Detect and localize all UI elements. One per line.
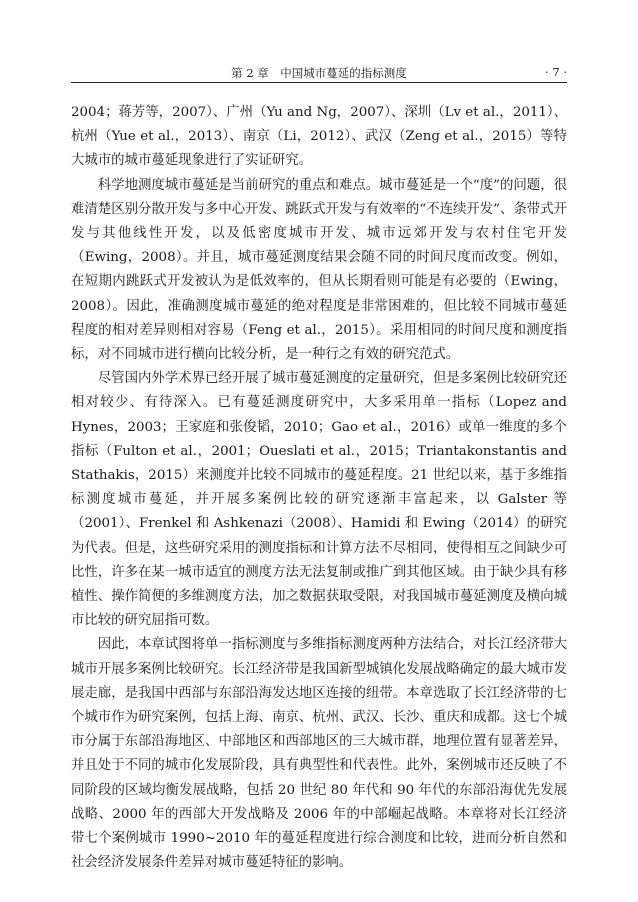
chapter-title: 第 2 章 中国城市蔓延的指标测度: [231, 66, 407, 80]
body-text: [71, 101, 567, 876]
paragraph: 尽管国内外学术界已经开展了城市蔓延测度的定量研究，但是多案例比较研究还相对较少、有待深入。已有蔓延测度研究中，大多采用单一指标（Lopez and Hynes，2003；王家庭和张俊韬，2010；Gao et al.，2016）或单一维度的多个指标（Fulton et al.，2001；Oueslati et al.，2015；Triantakonstantis and Stathakis，2015）来测度并比较不同城市的蔓延程度。21 世纪以来，基于多维指标测度城市蔓延，并开展多案例比较的研究逐渐丰富起来，以 Galster 等（2001）、Frenkel 和 Ashkenazi（2008）、Hamidi 和 Ewing（2014）的研究为代表。但是，这些研究采用的测度指标和计算方法不尽相同，使得相互之间缺少可比性，许多在某一城市适宜的测度方法无法复制或推广到其他区域。由于缺少具有移植性、操作简便的多维测度方法，加之数据获取受限，对我国城市蔓延测度及横向城市比较的研究屈指可数。: [71, 371, 567, 629]
paragraph: 因此，本章试图将单一指标测度与多维指标测度两种方法结合，对长江经济带大城市开展多案例比较研究。长江经济带是我国新型城镇化发展战略确定的最大城市发展走廊，是我国中西部与东部沿海发达地区连接的纽带。本章选取了长江经济带的七个城市作为研究案例，包括上海、南京、杭州、武汉、长沙、重庆和成都。这七个城市分属于东部沿海地区、中部地区和西部地区的三大城市群，地理位置有显著差异，并且处于不同的城市化发展阶段，具有典型性和代表性。此外，案例城市还反映了不同阶段的区域均衡发展战略，包括 20 世纪 80 年代和 90 年代的东部沿海优先发展战略、2000 年的西部大开发战略及 2006 年的中部崛起战略。本章将对长江经济带七个案例城市 1990~2010 年的蔓延程度进行综合测度和比较，进而分析自然和社会经济发展条件差异对城市蔓延特征的影响。: [71, 637, 567, 871]
paragraph: 科学地测度城市蔓延是当前研究的重点和难点。城市蔓延是一个“度”的问题，很难清楚区别分散开发与多中心开发、跳跃式开发与有效率的“不连续开发”、条带式开发与其他线性开发，以及低密度城市开发、城市远郊开发与农村住宅开发（Ewing，2008）。并且，城市蔓延测度结果会随不同的时间尺度而改变。例如，在短期内跳跃式开发被认为是低效率的，但从长期看则可能是有必要的（Ewing，2008）。因此，准确测度城市蔓延的绝对程度是非常困难的，但比较不同城市蔓延程度的相对差异则相对容易（Feng et al.，2015）。采用相同的时间尺度和测度指标，对不同城市进行横向比较分析，是一种行之有效的研究范式。: [71, 177, 567, 363]
paragraph-continuation: 2004；蒋芳等，2007）、广州（Yu and Ng，2007）、深圳（Lv et al.，2011）、杭州（Yue et al.，2013）、南京（Li，2012）、武汉（Zeng et al.，2015）等特大城市的城市蔓延现象进行了实证研究。: [71, 105, 567, 169]
page-number: · 7 ·: [545, 65, 567, 79]
running-header: [71, 62, 567, 83]
